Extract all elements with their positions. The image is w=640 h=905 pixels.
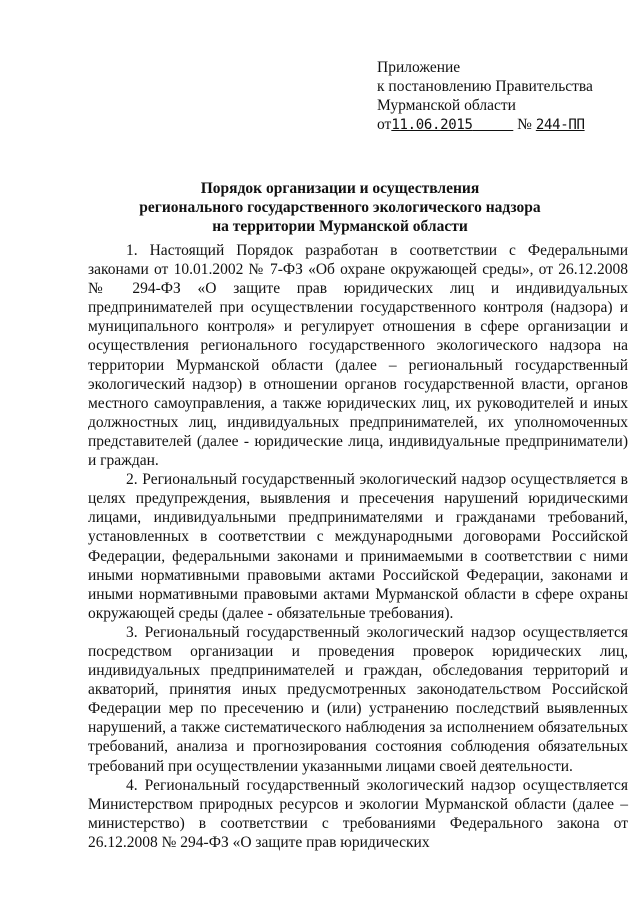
appendix-decree-reference: к постановлению Правительства [377,78,593,95]
paragraph-3: 3. Региональный государственный экологический надзор осуществляется посредством организации и проведения проверок юридических лиц, индивидуальных предпринимателей и граждан, обследования территорий и акваторий, принятия иных предусмотренных законодательством Российской Федерации мер по пресечению и (или) устранению последствий выявленных нарушений, а также систематического наблюдения за исполнением обязательных требований, анализа и прогнозирования состояния соблюдения обязательных требований при осуществлении указанными лицами своей деятельности. [88,623,628,775]
document-title [60,179,620,236]
title-line-1: Порядок организации и осуществления [200,180,480,197]
appendix-label: Приложение [377,59,461,76]
title-line-2: регионального государственного экологического надзора [139,199,541,216]
date-underline-gap [473,117,514,133]
date-prefix: от [377,116,392,133]
decree-number: 244-ПП [535,117,585,133]
appendix-date-number [377,115,627,135]
title-line-3: на территории Мурманской области [212,218,468,235]
paragraph-1: 1. Настоящий Порядок разработан в соответствии с Федеральными законами от 10.01.2002 № 7-ФЗ «Об охране окружающей среды», от 26.12.2008 № 294-ФЗ «О защите прав юридических лиц и индивидуальных предпринимателей при осуществлении государственного контроля (надзора) и муниципального контроля» и регулирует отношения в сфере организации и осуществления регионального государственного экологического надзора на территории Мурманской области (далее – региональный государственный экологический надзор) в отношении органов государственной власти, органов местного самоуправления, а также юридических лиц, их руководителей и иных должностных лиц, индивидуальных предпринимателей, их уполномоченных представителей (далее - юридические лица, индивидуальные предприниматели) и граждан. [88,242,628,470]
decree-date: 11.06.2015 [391,117,473,133]
appendix-block [377,58,627,135]
paragraph-4: 4. Региональный государственный экологический надзор осуществляется Министерством природных ресурсов и экологии Мурманской области (далее – министерство) в соответствии с требованиями Федерального закона от 26.12.2008 № 294-ФЗ «О защите прав юридических [88,776,628,851]
number-prefix: № [517,116,532,133]
paragraph-2: 2. Региональный государственный экологический надзор осуществляется в целях предупреждения, выявления и пресечения нарушений юридическими лицами, индивидуальными предпринимателями и гражданами требований, установленных в соответствии с международными договорами Российской Федерации, федеральными законами и принимаемыми в соответствии с ними иными нормативными правовыми актами Российской Федерации, законами и иными нормативными правовыми актами Мурманской области в сфере охраны окружающей среды (далее - обязательные требования). [88,471,628,622]
appendix-region: Мурманской области [377,97,516,114]
document-body [88,241,628,852]
